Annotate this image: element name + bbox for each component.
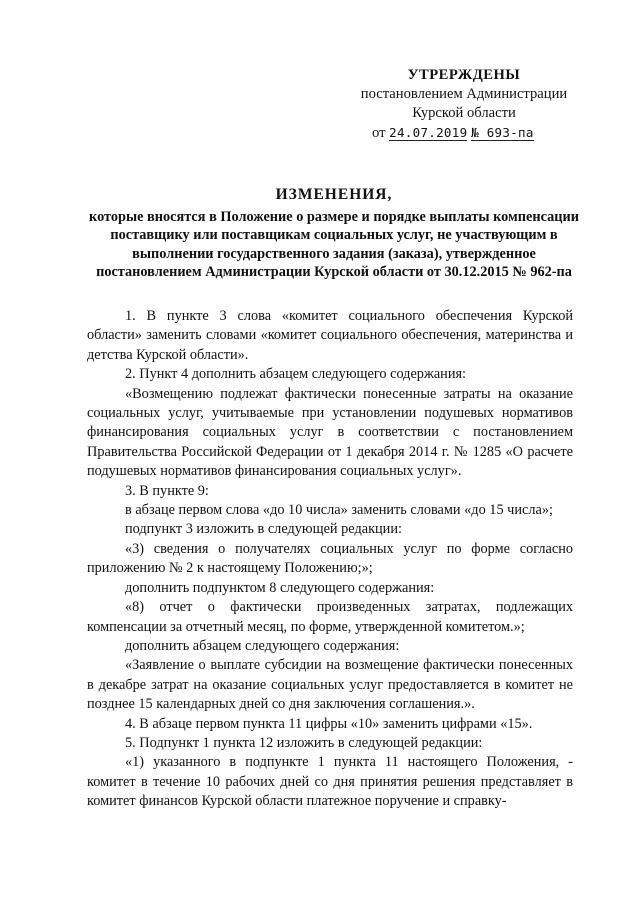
approval-line-1: постановлением Администрации xyxy=(360,86,568,102)
document-subtitle: которые вносятся в Положение о размере и порядке выплаты компенсации поставщику или поставщикам социальных услуг, не участвующим в выполнении государственного задания (заказа), утвержденное постановлением Администрации Курской области от 30.12.2015 № 962-па xyxy=(89,208,579,281)
approval-number: № 693-па xyxy=(471,125,534,140)
document-title: ИЗМЕНЕНИЯ, xyxy=(275,186,393,203)
paragraph-14: «1) указанного в подпункте 1 пункта 11 настоящего Положения, - комитет в течение 10 рабочих дней со дня принятия решения представляет в комитет финансов Курской области платежное поручение и справку- xyxy=(87,754,573,810)
approval-date-line xyxy=(354,123,574,143)
paragraph-8: дополнить подпунктом 8 следующего содержания: xyxy=(125,579,435,596)
paragraph-12: 4. В абзаце первом пункта 11 цифры «10» заменить цифрами «15». xyxy=(125,715,533,732)
paragraph-13: 5. Подпункт 1 пункта 12 изложить в следующей редакции: xyxy=(125,734,483,751)
document-heading xyxy=(84,186,584,282)
approval-prefix: от xyxy=(372,125,386,141)
paragraph-9: «8) отчет о фактически произведенных затратах, подлежащих компенсации за отчетный месяц, по форме, утвержденной комитетом.»; xyxy=(87,599,573,635)
paragraph-11: «Заявление о выплате субсидии на возмещение фактически понесенных в декабре затрат на оказание социальных услуг предоставляется в комитет не позднее 15 календарных дней со дня заключения соглашения.». xyxy=(87,657,573,713)
approval-line-2: Курской области xyxy=(412,105,516,121)
paragraph-7: «3) сведения о получателях социальных услуг по форме согласно приложению № 2 к настоящему Положению;»; xyxy=(87,540,573,577)
paragraph-3: «Возмещению подлежат фактически понесенные затраты на оказание социальных услуг, учитываемые при установлении подушевых нормативов финансирования социальных услуг в соответствии с постановлением Правительства Российской Федерации от 1 декабря 2014 г. № 1285 «О расчете подушевых нормативов финансирования социальных услуг». xyxy=(87,385,573,480)
paragraph-2: 2. Пункт 4 дополнить абзацем следующего содержания: xyxy=(125,366,467,383)
approval-word: УТРЕРЖДЕНЫ xyxy=(407,67,521,83)
paragraph-1: 1. В пункте 3 слова «комитет социального обеспечения Курской области» заменить словами «комитет социального обеспечения, материнства и детства Курской области». xyxy=(87,308,573,363)
approval-date: 24.07.2019 xyxy=(389,125,468,140)
paragraph-4: 3. В пункте 9: xyxy=(125,482,209,499)
document-body xyxy=(87,307,573,812)
paragraph-10: дополнить абзацем следующего содержания: xyxy=(125,637,400,654)
paragraph-6: подпункт 3 изложить в следующей редакции: xyxy=(125,521,402,538)
approval-stamp xyxy=(354,66,574,143)
paragraph-5: в абзаце первом слова «до 10 числа» заменить словами «до 15 числа»; xyxy=(125,502,553,519)
